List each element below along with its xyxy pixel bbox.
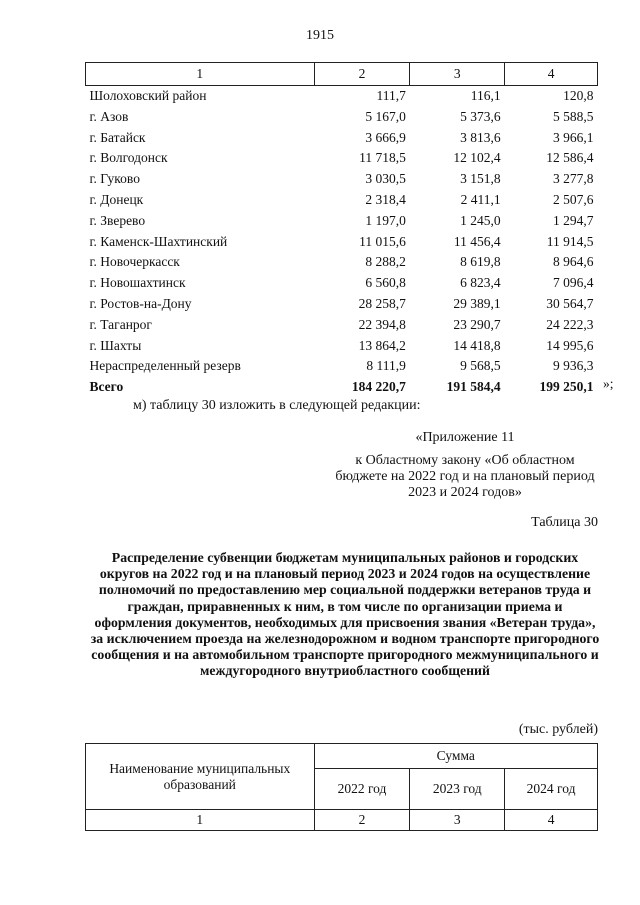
amount-2024: 11 914,5 [546, 233, 594, 249]
amount-2023: 14 418,8 [453, 337, 501, 353]
municipality-name: Нераспределенный резерв [89, 358, 241, 374]
amount-2022: 3 030,5 [365, 171, 406, 187]
municipality-name: г. Донецк [89, 191, 144, 207]
table-row [86, 232, 598, 253]
amount-2023: 1 245,0 [460, 212, 501, 228]
amount-2022: 184 220,7 [351, 379, 406, 395]
amount-2024: 24 222,3 [546, 316, 594, 332]
municipality-name: г. Азов [89, 108, 129, 124]
amount-2023: 29 389,1 [453, 295, 501, 311]
amount-2023: 3 813,6 [460, 129, 501, 145]
municipality-name: г. Новочеркасск [89, 254, 180, 270]
amount-2022: 11 015,6 [359, 233, 406, 249]
table-row [86, 252, 598, 273]
amount-2024: 5 588,5 [553, 108, 594, 124]
amount-2024: 8 964,6 [553, 254, 594, 270]
amount-2022: 6 560,8 [365, 275, 406, 291]
amount-2024: 14 995,6 [546, 337, 594, 353]
amount-2023: 12 102,4 [453, 150, 501, 166]
units-note: (тыс. рублей) [518, 722, 598, 737]
amount-2023: 8 619,8 [460, 254, 501, 270]
table-row [86, 148, 598, 169]
table-row [86, 294, 598, 315]
page-number: 1915 [306, 28, 334, 43]
appendix-heading: «Приложение 11 [415, 430, 515, 445]
table-row [86, 169, 598, 190]
table-label: Таблица 30 [531, 515, 598, 530]
amount-2024: 120,8 [563, 88, 594, 103]
column-number-row [86, 63, 598, 86]
amount-2023: 23 290,7 [453, 316, 501, 332]
column-number: 2 [314, 810, 410, 831]
amount-2023: 6 823,4 [460, 275, 501, 291]
year-column-header: 2022 год [314, 769, 410, 810]
amount-2023: 11 456,4 [453, 233, 501, 249]
table-title: Распределение субвенции бюджетам муниципальных районов и городских округов на 2022 год и на плановый период 2023 и 2024 годов на осуществление полномочий по предоставлению мер социальной поддержки ветеранов труда и граждан, приравненных к ним, в том числе по организации приема и оформления документов, необходимых для присвоения звания «Ветеран труда», за исключением проезда на железнодорожном и водном транспорте пригородного сообщения и на автомобильном транспорте пригородного межмуниципального и междугородного внутриобластного сообщений [90, 550, 600, 679]
column-number: 4 [505, 810, 598, 831]
amount-2024: 30 564,7 [546, 295, 594, 311]
amount-2023: 116,1 [470, 88, 501, 103]
municipality-name: г. Таганрог [89, 316, 152, 332]
amount-2022: 3 666,9 [365, 129, 406, 145]
subvention-table-header [85, 743, 598, 831]
table-row [86, 336, 598, 357]
table-row [86, 273, 598, 294]
amount-2022: 13 864,2 [358, 337, 406, 353]
column-number: 1 [86, 810, 315, 831]
amount-2022: 11 718,5 [359, 150, 406, 166]
municipality-name: г. Зверево [89, 212, 146, 228]
sum-column-header: Сумма [314, 744, 597, 769]
year-column-header: 2024 год [505, 769, 598, 810]
total-row [86, 377, 598, 398]
table-row [86, 107, 598, 128]
amount-2024: 3 966,1 [553, 129, 594, 145]
amount-2022: 111,7 [376, 88, 406, 103]
municipality-name: г. Гуково [89, 171, 140, 187]
amount-2022: 2 318,4 [365, 191, 406, 207]
amount-2024: 7 096,4 [553, 275, 594, 291]
municipality-name: г. Ростов-на-Дону [89, 295, 192, 311]
amount-2024: 1 294,7 [553, 212, 594, 228]
amount-2024: 199 250,1 [539, 379, 594, 395]
table-row [86, 128, 598, 149]
amount-2024: 2 507,6 [553, 191, 594, 207]
table-row [86, 190, 598, 211]
amount-2024: 12 586,4 [546, 150, 594, 166]
table-row [86, 356, 598, 377]
amount-2023: 191 584,4 [446, 379, 501, 395]
municipality-name: Всего [89, 379, 124, 395]
column-number: 3 [410, 63, 505, 86]
amount-2022: 22 394,8 [358, 316, 406, 332]
table-row [86, 315, 598, 336]
amount-2023: 5 373,6 [460, 108, 501, 124]
column-number: 2 [314, 63, 410, 86]
municipality-name: г. Новошахтинск [89, 275, 186, 291]
amount-2023: 9 568,5 [460, 358, 501, 374]
subvention-table-continued [85, 62, 598, 398]
municipality-name: г. Волгодонск [89, 150, 168, 166]
municipality-name: г. Каменск-Шахтинский [89, 233, 228, 249]
amount-2024: 3 277,8 [553, 171, 594, 187]
amount-2022: 5 167,0 [365, 108, 406, 124]
column-number: 1 [86, 63, 315, 86]
closing-quote: »; [603, 376, 614, 391]
amount-2023: 3 151,8 [460, 171, 501, 187]
amendment-paragraph: м) таблицу 30 изложить в следующей редакции: [133, 398, 421, 413]
table-row [86, 86, 598, 107]
table-row [86, 211, 598, 232]
amount-2024: 9 936,3 [553, 358, 594, 374]
amount-2022: 28 258,7 [358, 295, 406, 311]
column-number: 3 [410, 810, 505, 831]
municipality-name: г. Шахты [89, 337, 142, 353]
column-number: 4 [505, 63, 598, 86]
appendix-law-reference: к Областному закону «Об областном бюджете на 2022 год и на плановый период 2023 и 2024 годов» [335, 453, 595, 500]
municipality-name: Шолоховский район [89, 88, 207, 103]
amount-2022: 8 288,2 [365, 254, 406, 270]
amount-2022: 8 111,9 [366, 358, 406, 374]
municipality-column-header: Наименование муниципальных образований [86, 744, 315, 810]
amount-2022: 1 197,0 [365, 212, 406, 228]
amount-2023: 2 411,1 [460, 191, 501, 207]
year-column-header: 2023 год [410, 769, 505, 810]
municipality-name: г. Батайск [89, 129, 146, 145]
